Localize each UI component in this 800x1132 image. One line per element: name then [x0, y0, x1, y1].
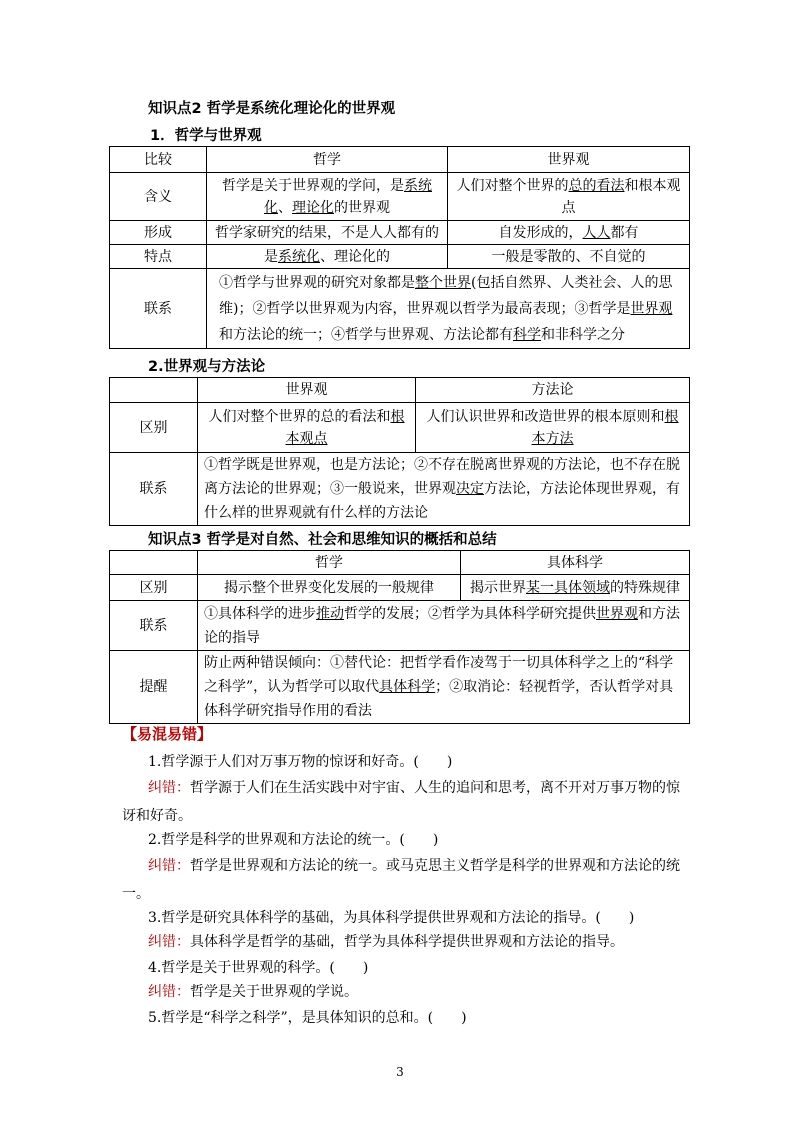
- table-row: [110, 453, 690, 526]
- correction-3: 纠错：具体科学是哲学的基础，哲学为具体科学提供世界观和方法论的指导。: [148, 934, 624, 950]
- cell-worldview-formation: 自发形成的，人人都有: [448, 221, 690, 245]
- cell-methodology-difference: 人们认识世界和改造世界的根本原则和根本方法: [416, 403, 690, 453]
- table-row: [110, 575, 690, 601]
- kp2-title: 知识点2 哲学是系统化理论化的世界观: [148, 101, 396, 117]
- correction-1: 纠错：哲学源于人们在生活实践中对宇宙、人生的追问和思考，离不开对万事万物的惊讶和好奇。: [122, 780, 680, 824]
- table-row: [110, 378, 690, 403]
- header-compare: 比较: [110, 147, 207, 173]
- cell-reminder: 防止两种错误倾向：①替代论：把哲学看作凌驾于一切具体科学之上的“科学之科学”，认为哲学可以取代具体科学；②取消论：轻视哲学，否认哲学对具体科学研究指导作用的看法: [198, 651, 690, 724]
- question-4: 4.哲学是关于世界观的科学。( ): [148, 960, 369, 976]
- header-philosophy: 哲学: [198, 551, 461, 575]
- cell-philosophy-meaning: 哲学是关于世界观的学问，是系统化、理论化的世界观: [207, 173, 448, 221]
- header-specific-science: 具体科学: [461, 551, 690, 575]
- kp3-title: 知识点3 哲学是对自然、社会和思维知识的概括和总结: [148, 532, 497, 548]
- table-row: [110, 551, 690, 575]
- cell-worldview-difference: 人们对整个世界的总的看法和根本观点: [198, 403, 416, 453]
- correction-2: 纠错：哲学是世界观和方法论的统一。或马克思主义哲学是科学的世界观和方法论的统一。: [122, 858, 680, 902]
- cell-philosophy-formation: 哲学家研究的结果，不是人人都有的: [207, 221, 448, 245]
- correction-4: 纠错：哲学是关于世界观的学说。: [148, 984, 358, 1000]
- row-label-meaning: 含义: [110, 173, 207, 221]
- row-label-feature: 特点: [110, 245, 207, 269]
- row-label-connection: 联系: [110, 269, 207, 349]
- table-philosophy-vs-science: [109, 550, 690, 724]
- cell-connection: ①哲学与世界观的研究对象都是整个世界(包括自然界、人类社会、人的思维)；②哲学以世界观为内容，世界观以哲学为最高表现；③哲学是世界观和方法论的统一；④哲学与世界观、方法论都有科学和非科学之分: [207, 269, 690, 349]
- cell-worldview-meaning: 人们对整个世界的总的看法和根本观点: [448, 173, 690, 221]
- table-worldview-vs-methodology: [109, 377, 690, 526]
- row-label-formation: 形成: [110, 221, 207, 245]
- row-label-difference: 区别: [110, 403, 198, 453]
- question-3: 3.哲学是研究具体科学的基础，为具体科学提供世界观和方法论的指导。( ): [148, 910, 635, 926]
- row-label-connection: 联系: [110, 601, 198, 651]
- header-worldview: 世界观: [198, 378, 416, 403]
- cell-connection: ①哲学既是世界观，也是方法论；②不存在脱离世界观的方法论，也不存在脱离方法论的世界观；③一般说来，世界观决定方法论，方法论体现世界观，有什么样的世界观就有什么样的方法论: [198, 453, 690, 526]
- table-row: [110, 651, 690, 724]
- header-empty: [110, 378, 198, 403]
- cell-philosophy-difference: 揭示整个世界变化发展的一般规律: [198, 575, 461, 601]
- table-row: [110, 269, 690, 349]
- cell-science-difference: 揭示世界某一具体领域的特殊规律: [461, 575, 690, 601]
- subheading-philosophy-worldview: 1．哲学与世界观: [150, 128, 262, 144]
- question-2: 2.哲学是科学的世界观和方法论的统一。( ): [148, 832, 439, 848]
- header-philosophy: 哲学: [207, 147, 448, 173]
- question-1: 1.哲学源于人们对万事万物的惊讶和好奇。( ): [148, 754, 453, 770]
- row-label-difference: 区别: [110, 575, 198, 601]
- cell-worldview-feature: 一般是零散的、不自觉的: [448, 245, 690, 269]
- table-row: [110, 403, 690, 453]
- table-row: [110, 601, 690, 651]
- easy-mistakes-label: 【易混易错】: [122, 725, 213, 743]
- row-label-reminder: 提醒: [110, 651, 198, 724]
- table-philosophy-vs-worldview: [109, 146, 690, 349]
- header-worldview: 世界观: [448, 147, 690, 173]
- question-5: 5.哲学是“科学之科学”，是具体知识的总和。( ): [148, 1010, 467, 1026]
- table-row: [110, 147, 690, 173]
- cell-connection: ①具体科学的进步推动哲学的发展；②哲学为具体科学研究提供世界观和方法论的指导: [198, 601, 690, 651]
- page-number: 3: [396, 1065, 404, 1079]
- row-label-connection: 联系: [110, 453, 198, 526]
- subheading-worldview-methodology: 2.世界观与方法论: [148, 359, 266, 375]
- table-row: [110, 245, 690, 269]
- header-empty: [110, 551, 198, 575]
- table-row: [110, 221, 690, 245]
- header-methodology: 方法论: [416, 378, 690, 403]
- table-row: [110, 173, 690, 221]
- cell-philosophy-feature: 是系统化、理论化的: [207, 245, 448, 269]
